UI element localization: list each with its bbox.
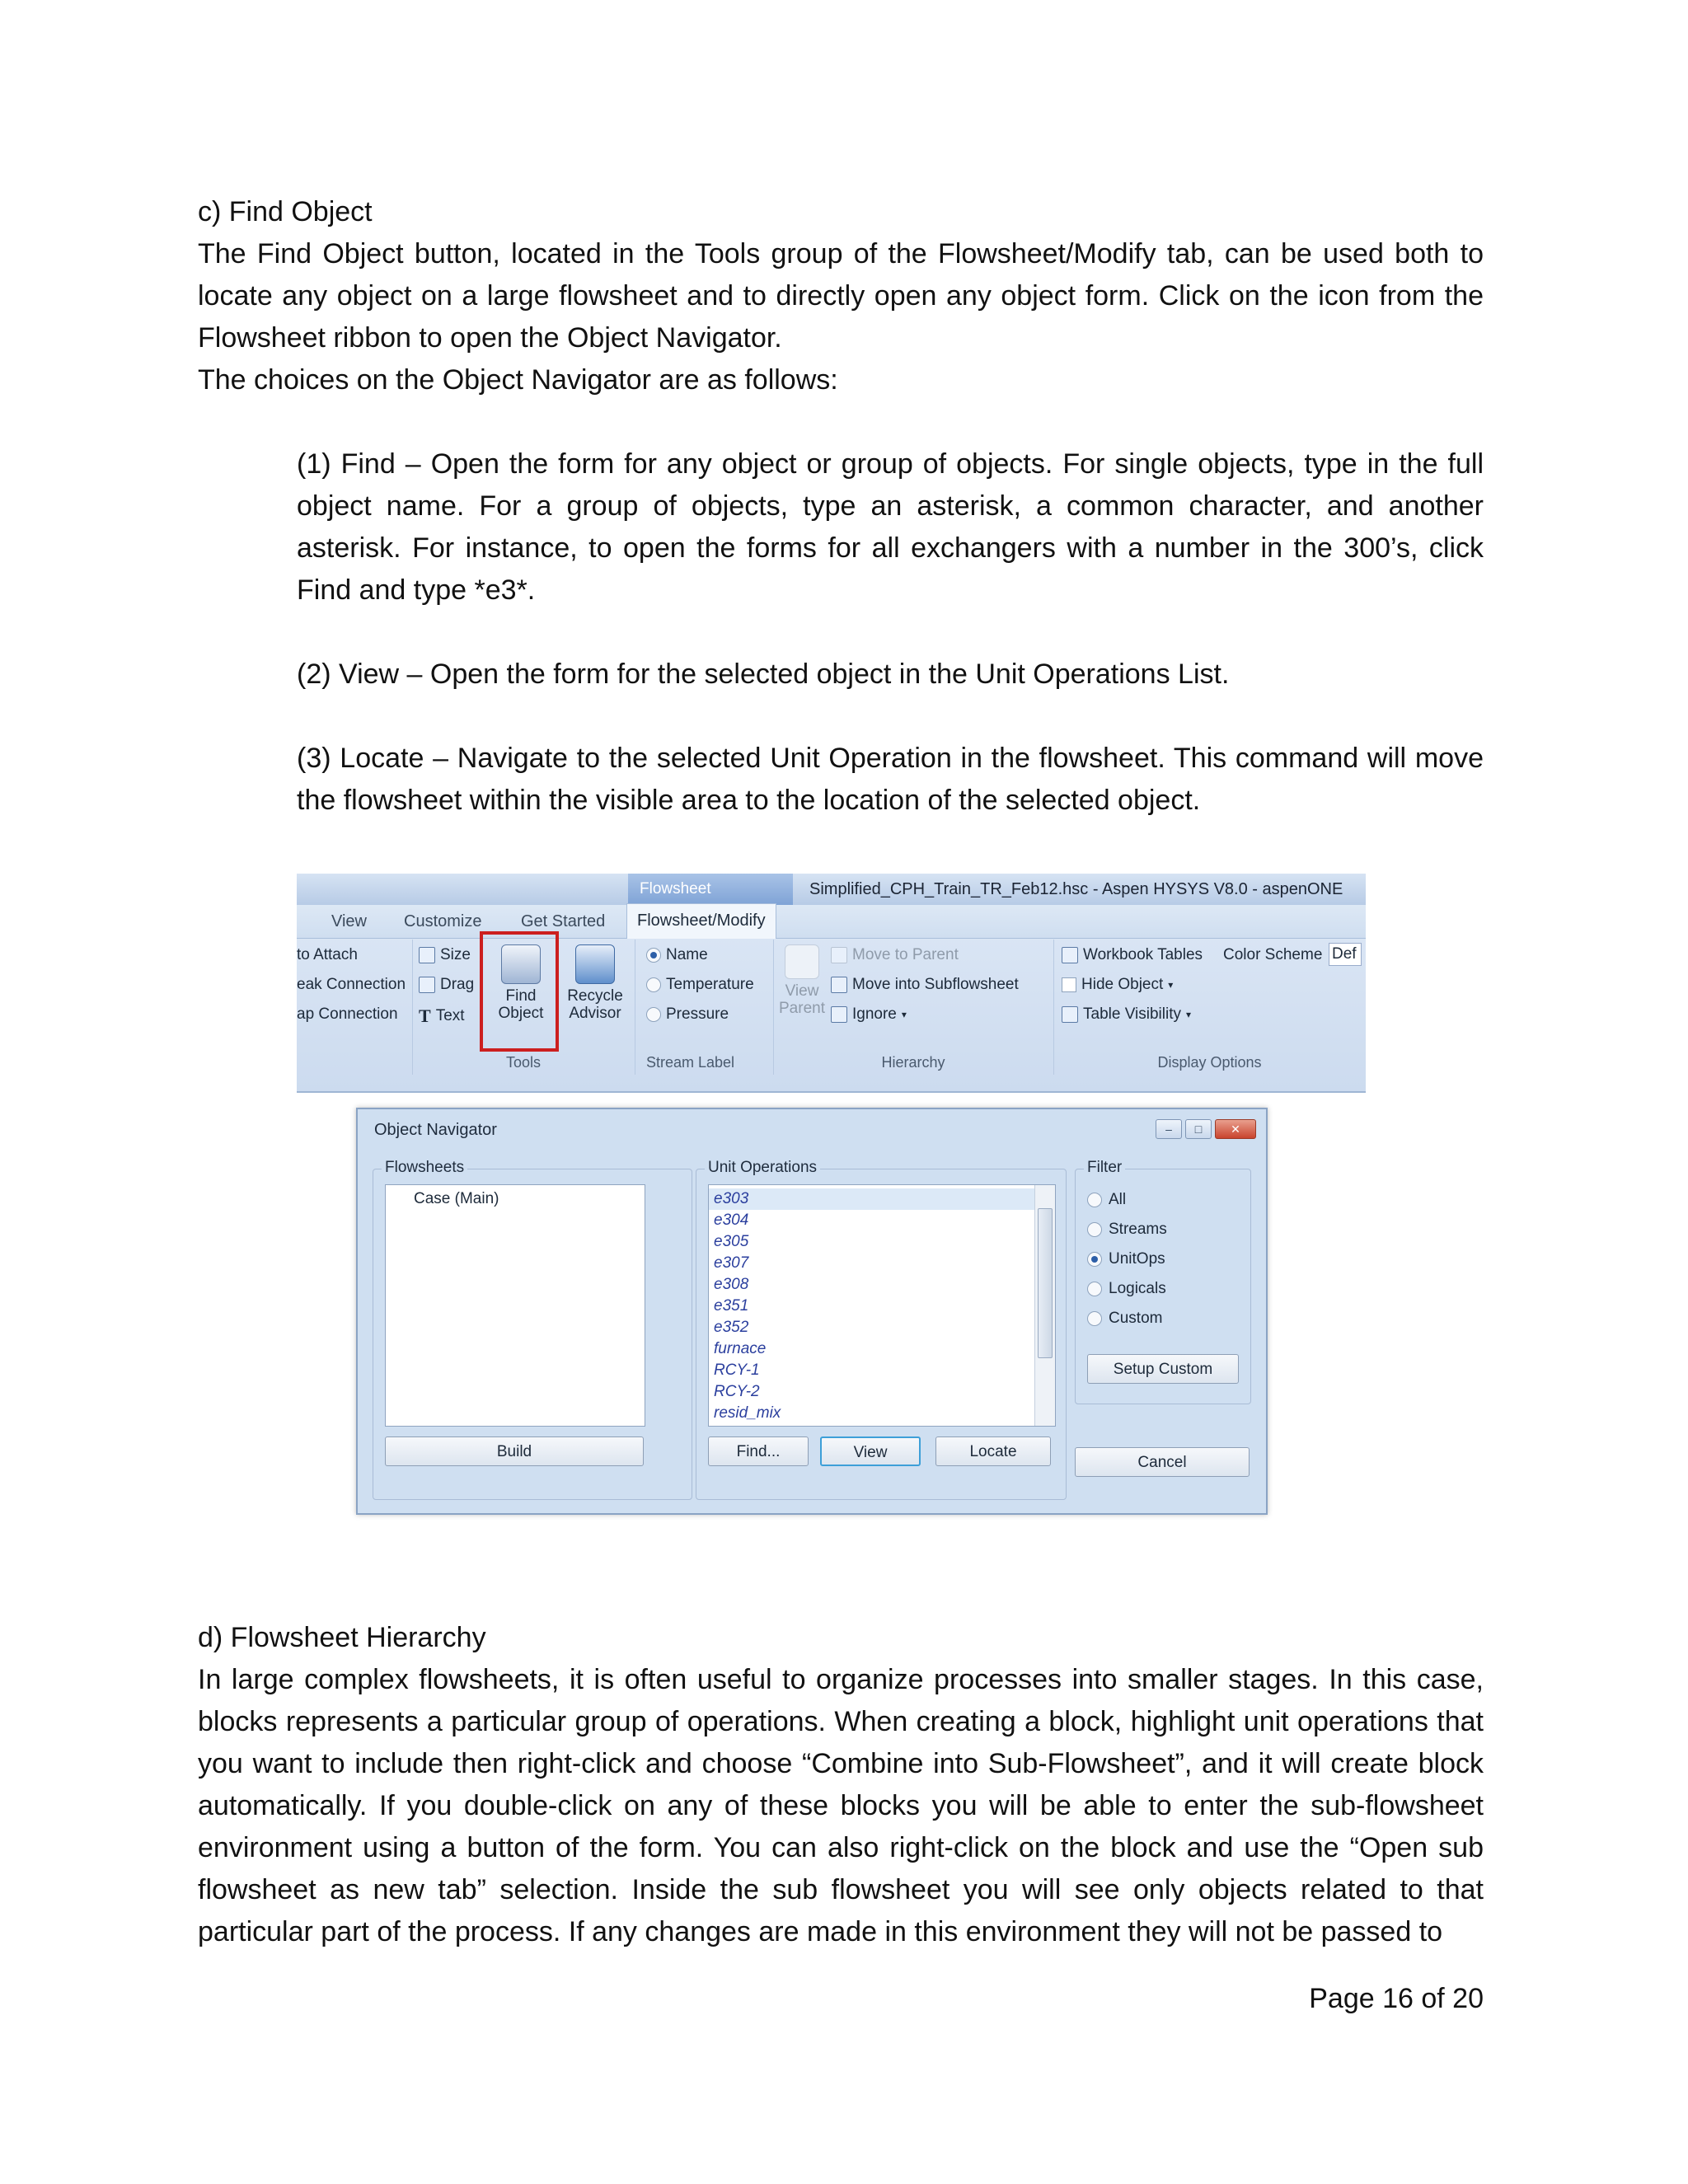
filter-group	[1075, 1159, 1251, 1404]
connections-group	[297, 940, 413, 1075]
text-label: Text	[435, 1007, 465, 1024]
unit-operation-item[interactable]: furnace	[714, 1340, 767, 1357]
move-into-subflowsheet-item[interactable]	[831, 976, 1019, 994]
page-number: Page 16 of 20	[1309, 1983, 1484, 2014]
filter-all[interactable]	[1087, 1191, 1126, 1209]
drag-icon	[419, 977, 435, 993]
flowsheets-legend: Flowsheets	[382, 1159, 467, 1177]
table-visibility-label: Table Visibility	[1083, 1005, 1181, 1023]
radio-name	[646, 948, 661, 963]
section-d-paragraph: In large complex flowsheets, it is often useful to organize processes into smaller stages. In this case, blocks represents a particular group of operations. When creating a block, highlight unit operations that you want to include then right-click and choose “Combine into Sub-Flowsheet”, and it will create block automatically. If you double-click on any of these blocks you will be able to enter the sub-flowsheet environment using a button of the form. You can also right-click on the block and use the “Open sub flowsheet as new tab” selection. Inside the sub flowsheet you will see only objects related to that particular part of the process. If any changes are made in this environment they will not be passed to	[198, 1664, 1484, 1947]
radio-pressure	[646, 1007, 661, 1022]
section-d	[198, 1617, 1484, 1953]
view-button[interactable]: View	[820, 1436, 921, 1466]
ribbon	[297, 874, 1366, 1093]
stream-label-group-label: Stream Label	[646, 1054, 735, 1071]
tab-customize[interactable]: Customize	[404, 912, 482, 930]
tab-flowsheet-modify[interactable]: Flowsheet/Modify	[626, 903, 776, 939]
minimize-icon[interactable]: –	[1156, 1119, 1182, 1139]
unit-operation-item[interactable]: resid_mix	[714, 1404, 781, 1422]
attach-item[interactable]: to Attach	[297, 946, 358, 963]
locate-button[interactable]: Locate	[935, 1436, 1051, 1466]
view-parent-label-1: View	[785, 982, 819, 1000]
stream-label-pressure[interactable]	[646, 1005, 729, 1024]
window-controls	[1156, 1119, 1256, 1139]
table-visibility-item[interactable]	[1062, 1005, 1191, 1024]
ignore-label: Ignore	[852, 1005, 897, 1023]
break-connection-item[interactable]: eak Connection	[297, 976, 406, 993]
filter-unitops-label: UnitOps	[1109, 1250, 1165, 1268]
color-scheme-select[interactable]: Def	[1329, 943, 1362, 966]
move-to-parent-label: Move to Parent	[852, 946, 959, 963]
view-parent-label-2: Parent	[779, 1000, 825, 1017]
radio-name-label: Name	[666, 946, 708, 963]
display-options-group-label: Display Options	[1157, 1054, 1262, 1071]
recycle-advisor-button[interactable]	[562, 944, 628, 1022]
unit-operation-item[interactable]: e303	[709, 1188, 1055, 1210]
section-c-paragraph: The Find Object button, located in the Tools group of the Flowsheet/Modify tab, can be used both to locate any object on a large flowsheet and to directly open any object form. Click on the icon from the Flowsheet ribbon to open the Object Navigator.	[198, 238, 1484, 354]
flowsheet-item[interactable]: Case (Main)	[414, 1190, 499, 1207]
find-object-label-1: Find	[505, 987, 537, 1005]
filter-streams-radio	[1087, 1222, 1102, 1237]
table-visibility-icon	[1062, 1006, 1078, 1023]
filter-custom-radio	[1087, 1311, 1102, 1326]
radio-temperature	[646, 977, 661, 992]
view-parent-icon	[785, 944, 819, 979]
section-d-heading: d) Flowsheet Hierarchy	[198, 1622, 486, 1653]
text-item[interactable]	[419, 1005, 465, 1027]
unit-operation-item[interactable]: RCY-2	[714, 1383, 760, 1400]
size-icon	[419, 947, 435, 963]
stream-label-group	[635, 940, 774, 1075]
unit-operations-list[interactable]	[708, 1184, 1056, 1427]
hide-object-checkbox	[1062, 977, 1076, 992]
stream-label-name[interactable]	[646, 946, 708, 964]
tools-group-label: Tools	[505, 1054, 542, 1071]
cancel-button[interactable]: Cancel	[1075, 1447, 1250, 1477]
filter-legend: Filter	[1084, 1159, 1125, 1177]
recycle-icon	[575, 944, 615, 984]
radio-temperature-label: Temperature	[666, 976, 754, 993]
drag-label: Drag	[440, 976, 475, 993]
setup-custom-button[interactable]: Setup Custom	[1087, 1354, 1239, 1384]
section-c-heading: c) Find Object	[198, 196, 373, 227]
subflowsheet-icon	[831, 977, 847, 993]
filter-streams[interactable]	[1087, 1221, 1167, 1239]
find-object-label-2: Object	[498, 1005, 544, 1022]
filter-unitops[interactable]	[1087, 1250, 1165, 1268]
view-parent-button[interactable]	[778, 944, 826, 1017]
size-label: Size	[440, 946, 471, 963]
swap-connection-item[interactable]: ap Connection	[297, 1005, 398, 1023]
section-c-intro: The choices on the Object Navigator are as follows:	[198, 364, 838, 396]
find-button[interactable]: Find...	[708, 1436, 809, 1466]
hierarchy-group-label: Hierarchy	[881, 1054, 945, 1071]
flowsheets-group	[373, 1159, 692, 1500]
flowsheets-list[interactable]	[385, 1184, 645, 1427]
drag-item[interactable]	[419, 976, 474, 994]
unit-operations-legend: Unit Operations	[705, 1159, 820, 1177]
text-icon: T	[419, 1005, 431, 1026]
recycle-label-1: Recycle	[567, 987, 623, 1005]
ignore-dropdown-icon: ▾	[901, 1009, 907, 1020]
unit-operation-item[interactable]: e352	[714, 1319, 749, 1336]
move-to-parent-icon	[831, 947, 847, 963]
filter-all-radio	[1087, 1193, 1102, 1207]
filter-custom[interactable]	[1087, 1310, 1162, 1328]
hysys-screenshot	[297, 874, 1366, 1530]
hierarchy-group	[773, 940, 1054, 1075]
window-title: Simplified_CPH_Train_TR_Feb12.hsc - Aspen HYSYS V8.0 - aspenONE	[809, 880, 1343, 898]
choice-view: (2) View – Open the form for the selected object in the Unit Operations List.	[297, 658, 1230, 690]
unit-operations-group	[696, 1159, 1067, 1500]
unit-operation-item[interactable]: e351	[714, 1297, 749, 1315]
workbook-tables-item[interactable]	[1062, 946, 1203, 964]
unit-operation-item[interactable]: e304	[714, 1212, 749, 1229]
ignore-item[interactable]	[831, 1005, 907, 1024]
choice-locate: (3) Locate – Navigate to the selected Unit Operation in the flowsheet. This command will move the flowsheet within the visible area to the location of the selected object.	[297, 743, 1484, 816]
workbook-tables-label: Workbook Tables	[1083, 946, 1203, 963]
filter-all-label: All	[1109, 1191, 1127, 1208]
hide-object-label: Hide Object	[1081, 976, 1164, 993]
filter-logicals-label: Logicals	[1109, 1280, 1166, 1297]
unit-operation-item[interactable]: e305	[714, 1233, 749, 1250]
filter-logicals-radio	[1087, 1282, 1102, 1296]
filter-unitops-radio	[1087, 1252, 1102, 1267]
maximize-icon[interactable]: □	[1185, 1119, 1212, 1139]
display-options-group	[1053, 940, 1366, 1075]
table-visibility-dropdown-icon: ▾	[1185, 1009, 1192, 1020]
unit-operation-item[interactable]: e307	[714, 1254, 749, 1272]
tab-get-started[interactable]: Get Started	[521, 912, 606, 930]
filter-custom-label: Custom	[1109, 1310, 1163, 1327]
tab-view[interactable]: View	[331, 912, 367, 930]
find-object-highlight	[480, 931, 559, 1052]
close-icon[interactable]: ✕	[1215, 1119, 1256, 1139]
choice-find: (1) Find – Open the form for any object or group of objects. For single objects, type in the full object name. For a group of objects, type an asterisk, a common character, and another asterisk. For instance, to open the forms for all exchangers with a number in the 300’s, click Find and type *e3*.	[297, 448, 1484, 606]
move-into-subflowsheet-label: Move into Subflowsheet	[852, 976, 1019, 993]
hide-object-dropdown-icon: ▾	[1168, 979, 1174, 991]
stream-label-temperature[interactable]	[646, 976, 754, 994]
hide-object-item[interactable]	[1062, 976, 1173, 994]
document-body	[198, 191, 1484, 822]
unit-operations-scrollbar[interactable]	[1034, 1185, 1055, 1426]
filter-streams-label: Streams	[1109, 1221, 1167, 1238]
unit-operation-item[interactable]: e308	[714, 1276, 749, 1293]
contextual-tab-flowsheet[interactable]: Flowsheet	[628, 874, 793, 905]
workbook-icon	[1062, 947, 1078, 963]
object-navigator-dialog	[356, 1108, 1268, 1515]
radio-pressure-label: Pressure	[666, 1005, 729, 1023]
size-item[interactable]	[419, 946, 471, 964]
dialog-title: Object Navigator	[374, 1121, 497, 1139]
unit-operation-item[interactable]: RCY-1	[714, 1361, 760, 1379]
build-button[interactable]: Build	[385, 1436, 644, 1466]
filter-logicals[interactable]	[1087, 1280, 1166, 1298]
move-to-parent-item[interactable]	[831, 946, 959, 964]
recycle-label-2: Advisor	[569, 1005, 621, 1022]
ignore-icon	[831, 1006, 847, 1023]
color-scheme-label: Color Scheme	[1223, 946, 1323, 963]
